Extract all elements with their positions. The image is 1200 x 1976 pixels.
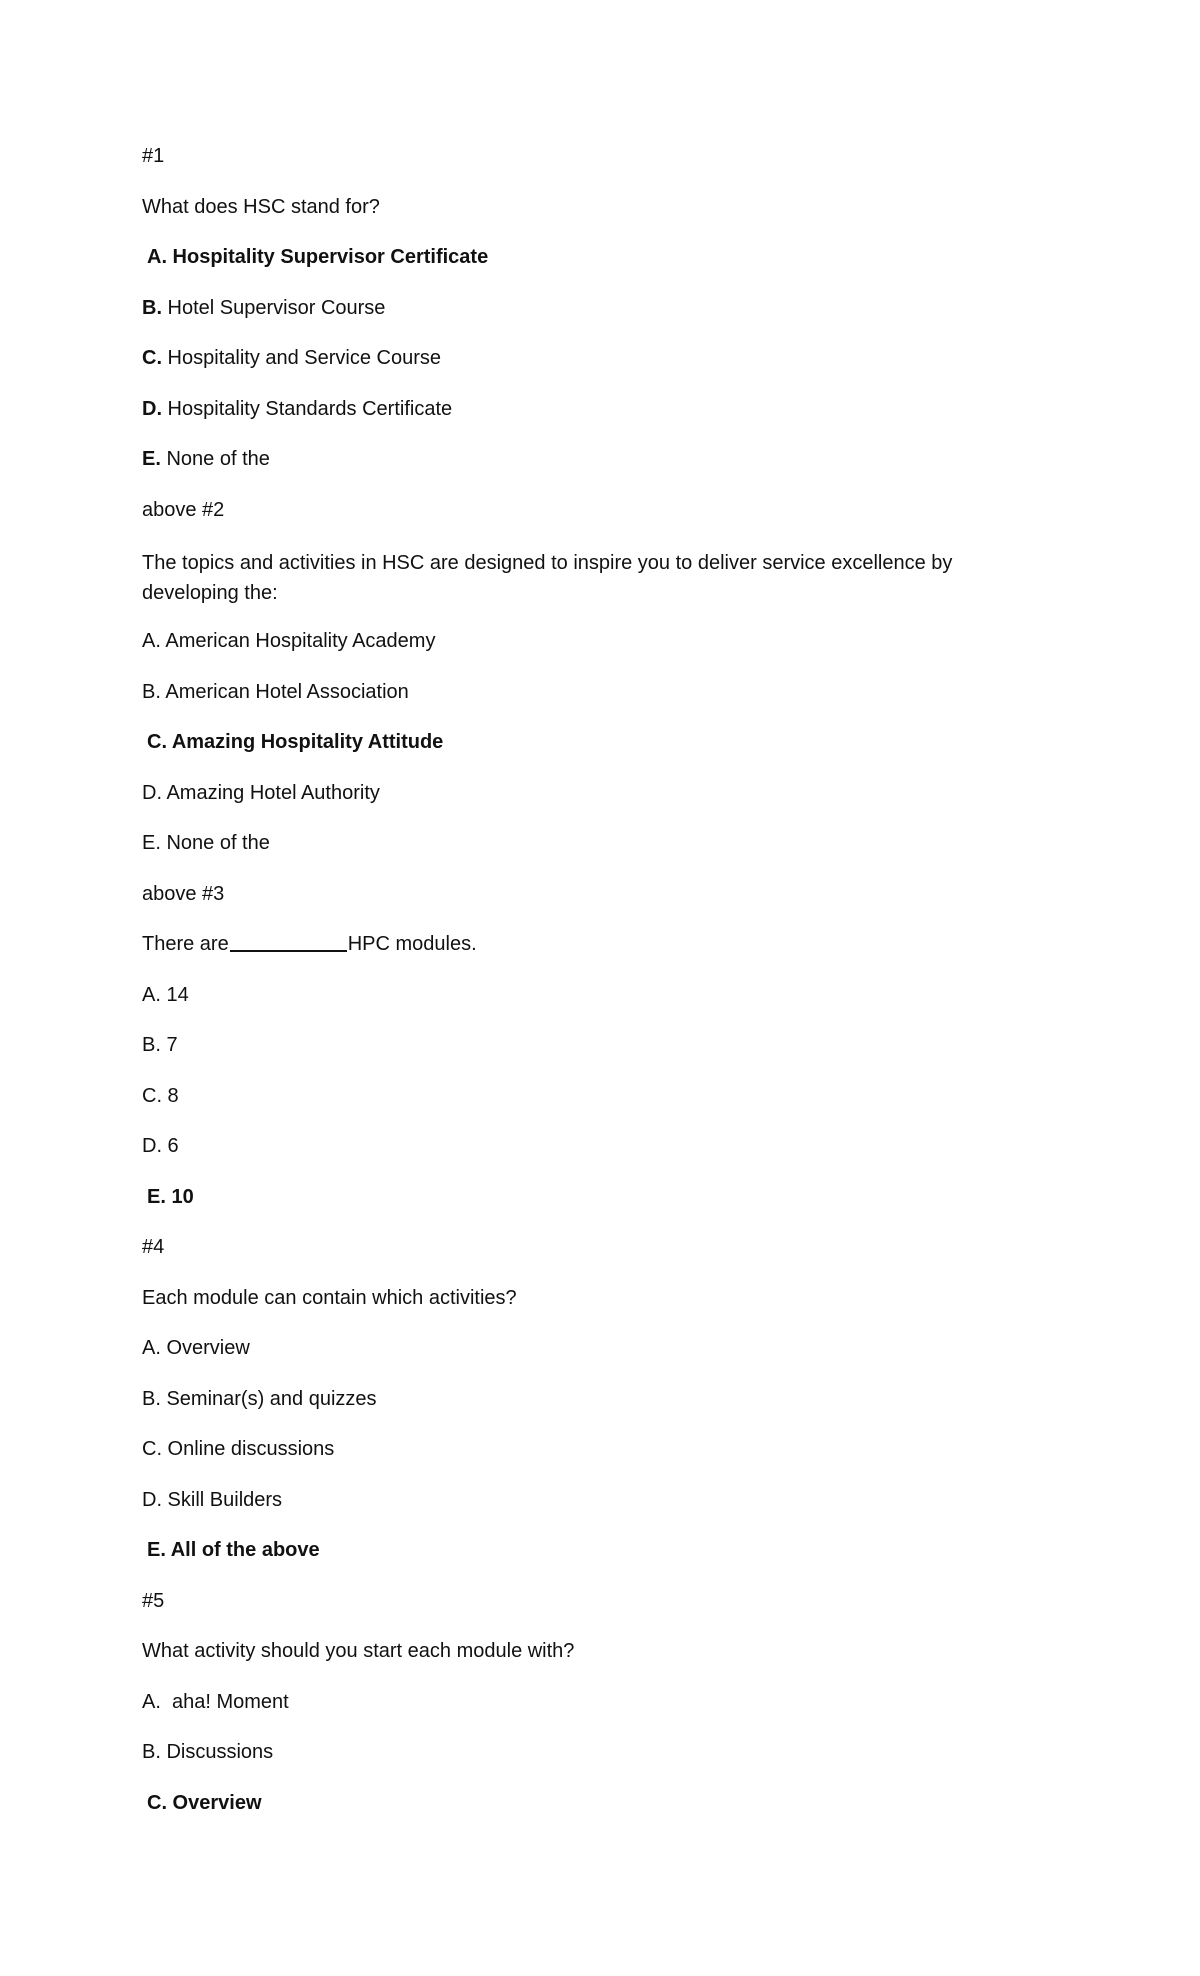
- q2-answer-c-correct: C. Amazing Hospitality Attitude: [147, 731, 444, 753]
- q3-question-before: There are: [142, 933, 229, 955]
- q1-d-letter: D.: [142, 398, 162, 420]
- q5-question: What activity should you start each module with?: [142, 1640, 575, 1662]
- q4-answer-c: C. Online discussions: [142, 1438, 335, 1460]
- q2-question: The topics and activities in HSC are designed to inspire you to deliver service excellence by developing the:: [142, 552, 953, 604]
- q4-number: #4: [142, 1236, 165, 1258]
- q1-number: #1: [142, 145, 165, 167]
- q4-question: Each module can contain which activities?: [142, 1287, 517, 1309]
- q3-answer-a: A. 14: [142, 984, 189, 1006]
- q1-b-letter: B.: [142, 297, 162, 319]
- q4-answer-a: A. Overview: [142, 1337, 250, 1359]
- q1-answer-e-continued: above #2: [142, 499, 225, 521]
- q4-answer-e-correct: E. All of the above: [147, 1539, 320, 1561]
- q2-answer-e: E. None of the: [142, 832, 270, 854]
- q3-answer-e-correct: E. 10: [147, 1186, 194, 1208]
- q1-e-text: None of the: [160, 448, 270, 470]
- q1-c-letter: C.: [142, 347, 162, 369]
- q2-answer-b: B. American Hotel Association: [142, 681, 409, 703]
- q3-question-after: HPC modules.: [347, 933, 477, 955]
- q2-answer-a: A. American Hospitality Academy: [142, 630, 436, 652]
- q4-answer-d: D. Skill Builders: [142, 1489, 283, 1511]
- q1-c-text: Hospitality and Service Course: [162, 347, 442, 369]
- q1-d-text: Hospitality Standards Certificate: [162, 398, 453, 420]
- fill-in-blank: [230, 932, 347, 952]
- q3-answer-b: B. 7: [142, 1034, 178, 1056]
- q1-answer-a-correct: A. Hospitality Supervisor Certificate: [147, 246, 489, 268]
- q1-answer-b: [142, 296, 1052, 320]
- q2-answer-d: D. Amazing Hotel Authority: [142, 782, 380, 804]
- q2-answer-e-continued: above #3: [142, 883, 225, 905]
- q5-answer-c-correct: C. Overview: [147, 1792, 262, 1814]
- q5-answer-b: B. Discussions: [142, 1741, 274, 1763]
- q5-answer-a: A. aha! Moment: [142, 1691, 289, 1713]
- q1-e-letter: E.: [142, 448, 161, 470]
- q1-answer-d: [142, 397, 1052, 421]
- q1-answer-c: [142, 346, 1052, 370]
- q5-number: #5: [142, 1590, 165, 1612]
- q4-answer-b: B. Seminar(s) and quizzes: [142, 1388, 377, 1410]
- q1-answer-e: [142, 447, 1052, 471]
- q1-question: What does HSC stand for?: [142, 196, 380, 218]
- q1-b-text: Hotel Supervisor Course: [162, 297, 386, 319]
- q3-question: [142, 932, 1052, 956]
- q3-answer-d: D. 6: [142, 1135, 179, 1157]
- q3-answer-c: C. 8: [142, 1085, 179, 1107]
